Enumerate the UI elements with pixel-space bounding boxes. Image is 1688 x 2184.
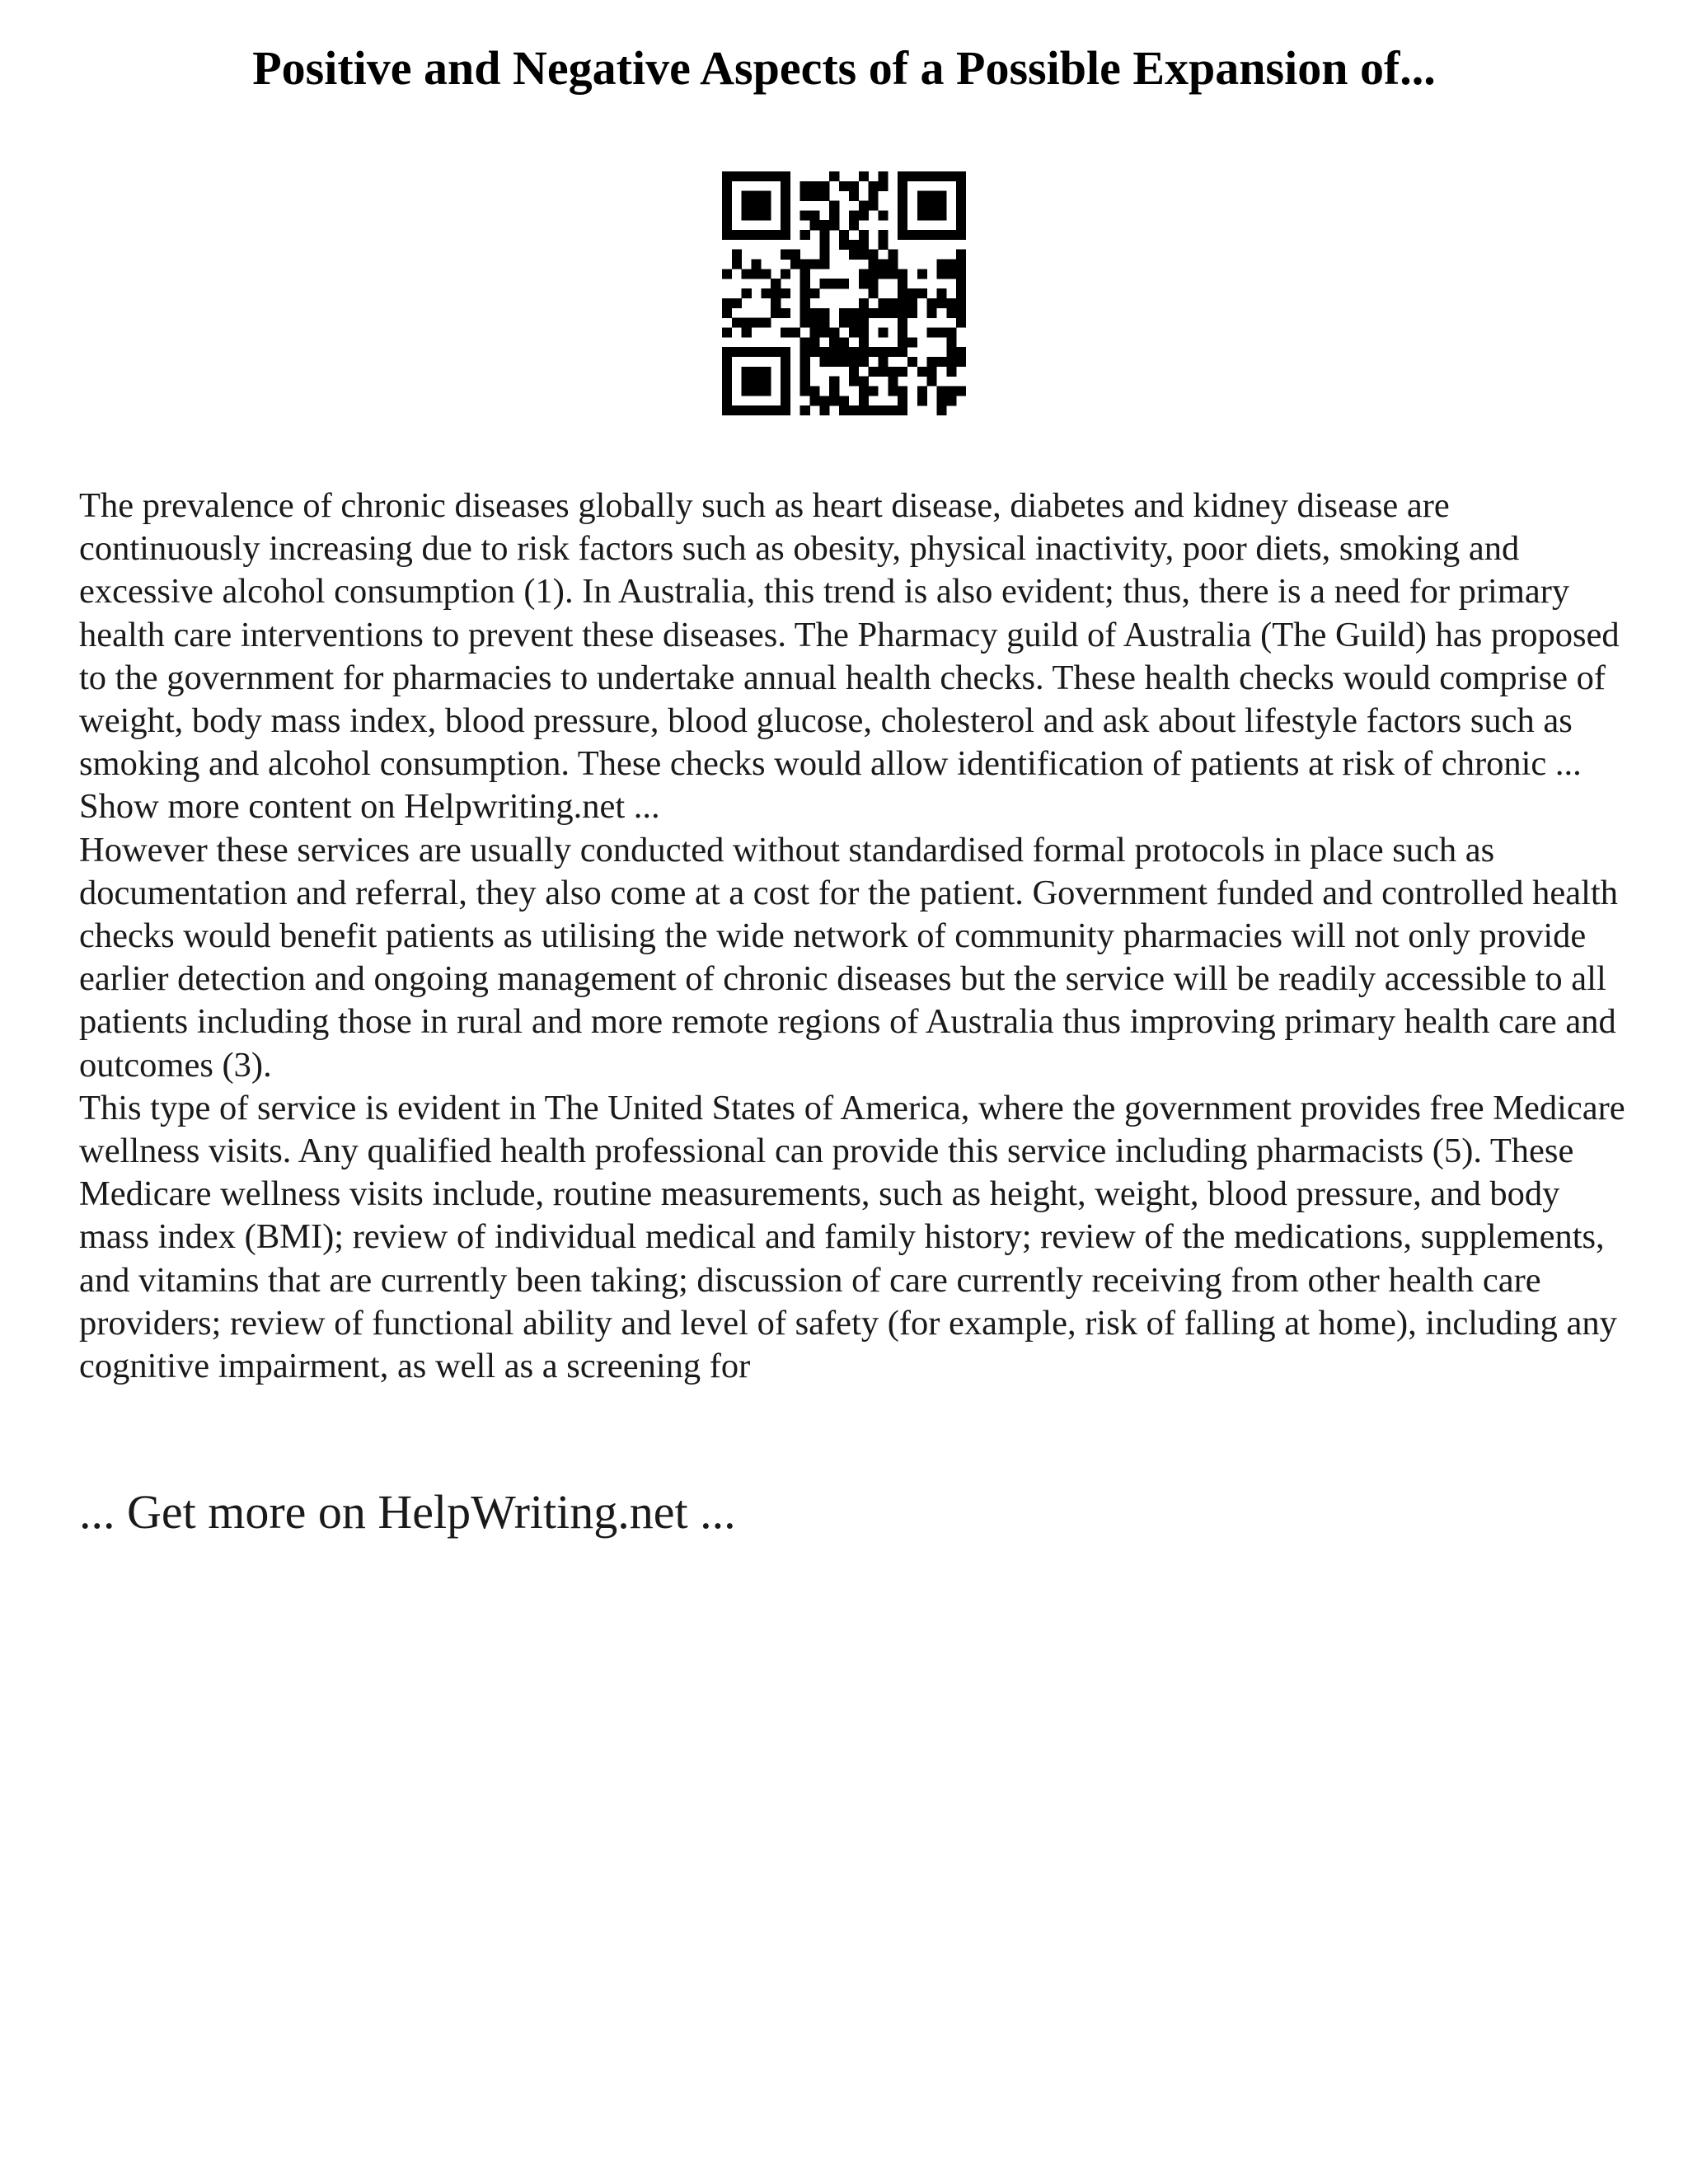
paragraph-2: However these services are usually conducted without standardised formal protocols in place such as documentation and referral, they also come at a cost for the patient. Government funded and controlled health checks would benefit patients as utilising the wide network of community pharmacies will not only provide earlier detection and ongoing management of chronic diseases but the service will be readily accessible to all patients including those in rural and more remote regions of Australia thus improving primary health care and outcomes (3). xyxy=(79,830,1618,1085)
document-body xyxy=(79,485,1629,1388)
qr-code-icon xyxy=(722,171,966,415)
paragraph-1: The prevalence of chronic diseases globally such as heart disease, diabetes and kidney disease are continuously increasing due to risk factors such as obesity, physical inactivity, poor diets, smoking and excessive alcohol consumption (1). In Australia, this trend is also evident; thus, there is a need for primary health care interventions to prevent these diseases. The Pharmacy guild of Australia (The Guild) has proposed to the government for pharmacies to undertake annual health checks. These health checks would comprise of weight, body mass index, blood pressure, blood glucose, cholesterol and ask about lifestyle factors such as smoking and alcohol consumption. These checks would allow identification of patients at risk of chronic ... Show more content on Helpwriting.net ... xyxy=(79,486,1620,827)
get-more-link[interactable]: ... Get more on HelpWriting.net ... xyxy=(79,1485,736,1539)
qr-code-graphic xyxy=(722,171,966,415)
document-title: Positive and Negative Aspects of a Possible Expansion of... xyxy=(252,41,1436,95)
paragraph-3: This type of service is evident in The United States of America, where the government provides free Medicare wellness visits. Any qualified health professional can provide this service including pharmacists (5). These Medicare wellness visits include, routine measurements, such as height, weight, blood pressure, and body mass index (BMI); review of individual medical and family history; review of the medications, supplements, and vitamins that are currently been taking; discussion of care currently receiving from other health care providers; review of functional ability and level of safety (for example, risk of falling at home), including any cognitive impairment, as well as a screening for xyxy=(79,1088,1625,1386)
